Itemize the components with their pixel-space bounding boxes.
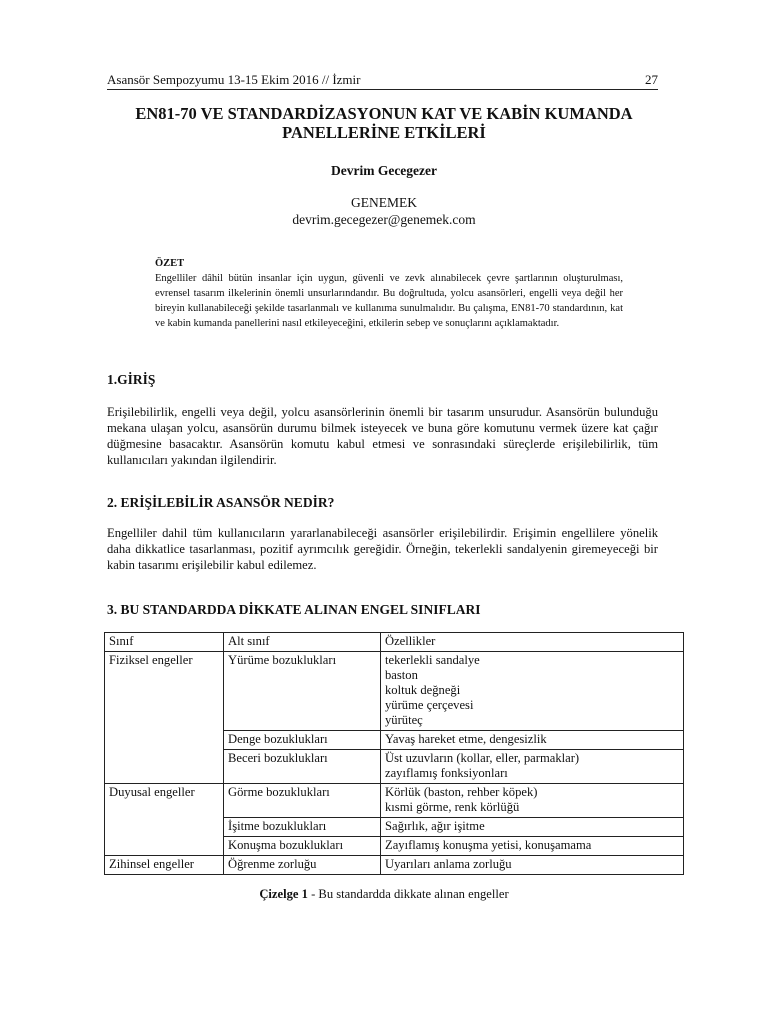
table-cell-subclass: İşitme bozuklukları (224, 818, 381, 837)
table-header-cell: Sınıf (105, 633, 224, 652)
table-header-row (105, 633, 684, 652)
table-row (105, 652, 684, 731)
table-caption-text: - Bu standardda dikkate alınan engeller (307, 887, 509, 901)
table-cell-features (381, 837, 684, 856)
feature-item: tekerlekli sandalye (385, 653, 480, 667)
feature-item: kısmi görme, renk körlüğü (385, 800, 520, 814)
feature-item: koltuk değneği (385, 683, 461, 697)
table-cell-class: Duyusal engeller (105, 784, 224, 856)
paper-title-line-2: PANELLERİNE ETKİLERİ (282, 123, 486, 142)
table-cell-subclass: Konuşma bozuklukları (224, 837, 381, 856)
abstract (155, 256, 623, 331)
conference-name: Asansör Sempozyumu 13-15 Ekim 2016 // İzmir (107, 72, 361, 87)
feature-item: Yavaş hareket etme, dengesizlik (385, 732, 547, 746)
table-caption-label: Çizelge 1 (259, 887, 308, 901)
table-cell-subclass: Yürüme bozuklukları (224, 652, 381, 731)
feature-item: baston (385, 668, 418, 682)
table-cell-class: Zihinsel engeller (105, 856, 224, 875)
table-header-cell: Alt sınıf (224, 633, 381, 652)
table-header-cell: Özellikler (381, 633, 684, 652)
section-text-intro: Erişilebilirlik, engelli veya değil, yolcu asansörlerinin önemli bir tasarım unsurudur. Asansörün bulunduğu mekana ulaşan yolcu, asansörün durumu bilmek isteyecek ve buna göre komutunu vermek üzere kat çağır düğmesine basacaktır. Asansörün komutu kabul etmesi ve sonrasındaki süreçlerde erişilebilirlik, tüm kullanıcıları yakından ilgilendirir. (107, 405, 658, 467)
header-rule (107, 89, 658, 90)
affiliation (0, 194, 768, 228)
author-email: devrim.gecegezer@genemek.com (292, 212, 476, 227)
paper-title (90, 104, 678, 142)
table-caption (0, 887, 768, 902)
section-title-intro: 1.GİRİŞ (107, 372, 156, 387)
feature-item: Üst uzuvların (kollar, eller, parmaklar) (385, 751, 580, 765)
feature-item: yürüme çerçevesi (385, 698, 474, 712)
section-title-accessible: 2. ERİŞİLEBİLİR ASANSÖR NEDİR? (107, 495, 335, 510)
table-cell-subclass: Denge bozuklukları (224, 731, 381, 750)
feature-item: yürüteç (385, 713, 423, 727)
table-cell-features (381, 856, 684, 875)
table-cell-subclass: Beceri bozuklukları (224, 750, 381, 784)
abstract-heading: ÖZET (155, 258, 185, 269)
table-cell-features (381, 784, 684, 818)
feature-item: Zayıflamış konuşma yetisi, konuşamama (385, 838, 592, 852)
feature-item: zayıflamış fonksiyonları (385, 766, 508, 780)
table-cell-subclass: Öğrenme zorluğu (224, 856, 381, 875)
table-cell-class: Fiziksel engeller (105, 652, 224, 784)
paper-title-line-1: EN81-70 VE STANDARDİZASYONUN KAT VE KABİN KUMANDA (135, 104, 633, 123)
author-name: Devrim Gecegezer (330, 163, 438, 178)
disability-classes-table (104, 632, 684, 875)
table-cell-features (381, 750, 684, 784)
table-cell-subclass: Görme bozuklukları (224, 784, 381, 818)
feature-item: Sağırlık, ağır işitme (385, 819, 485, 833)
section-title-classes: 3. BU STANDARDDA DİKKATE ALINAN ENGEL SINIFLARI (107, 602, 481, 617)
section-text-accessible: Engelliler dahil tüm kullanıcıların yararlanabileceği asansörler erişilebilirdir. Erişimin engellilere yönelik daha dikkatlice tasarlanması, pozitif ayrımcılık gereğidir. Örneğin, tekerlekli sandalyenin giremeyeceği bir kabin tasarımı erişilebilir kabul edilemez. (107, 526, 658, 572)
table-row (105, 856, 684, 875)
affiliation-org: GENEMEK (351, 195, 417, 210)
abstract-text: Engelliler dâhil bütün insanlar için uygun, güvenli ve zevk alınabilecek çevre şartlarının oluşturulması, evrensel tasarım ilkelerinin önemli unsurlarındandır. Bu doğrultuda, yolcu asansörleri, engelli veya değil her bireyin kullanabileceği şekilde tasarlanmalı ve kullanıma sunulmalıdır. Bu çalışma, EN81-70 standardının, kat ve kabin kumanda panellerini nasıl etkileyeceğini, etkilerin sebep ve sonuçlarını açıklamaktadır. (155, 273, 623, 329)
table-row (105, 784, 684, 818)
feature-item: Uyarıları anlama zorluğu (385, 857, 512, 871)
table-cell-features (381, 818, 684, 837)
table-cell-features (381, 652, 684, 731)
table-cell-features (381, 731, 684, 750)
page-number: 27 (645, 72, 658, 87)
feature-item: Körlük (baston, rehber köpek) (385, 785, 538, 799)
